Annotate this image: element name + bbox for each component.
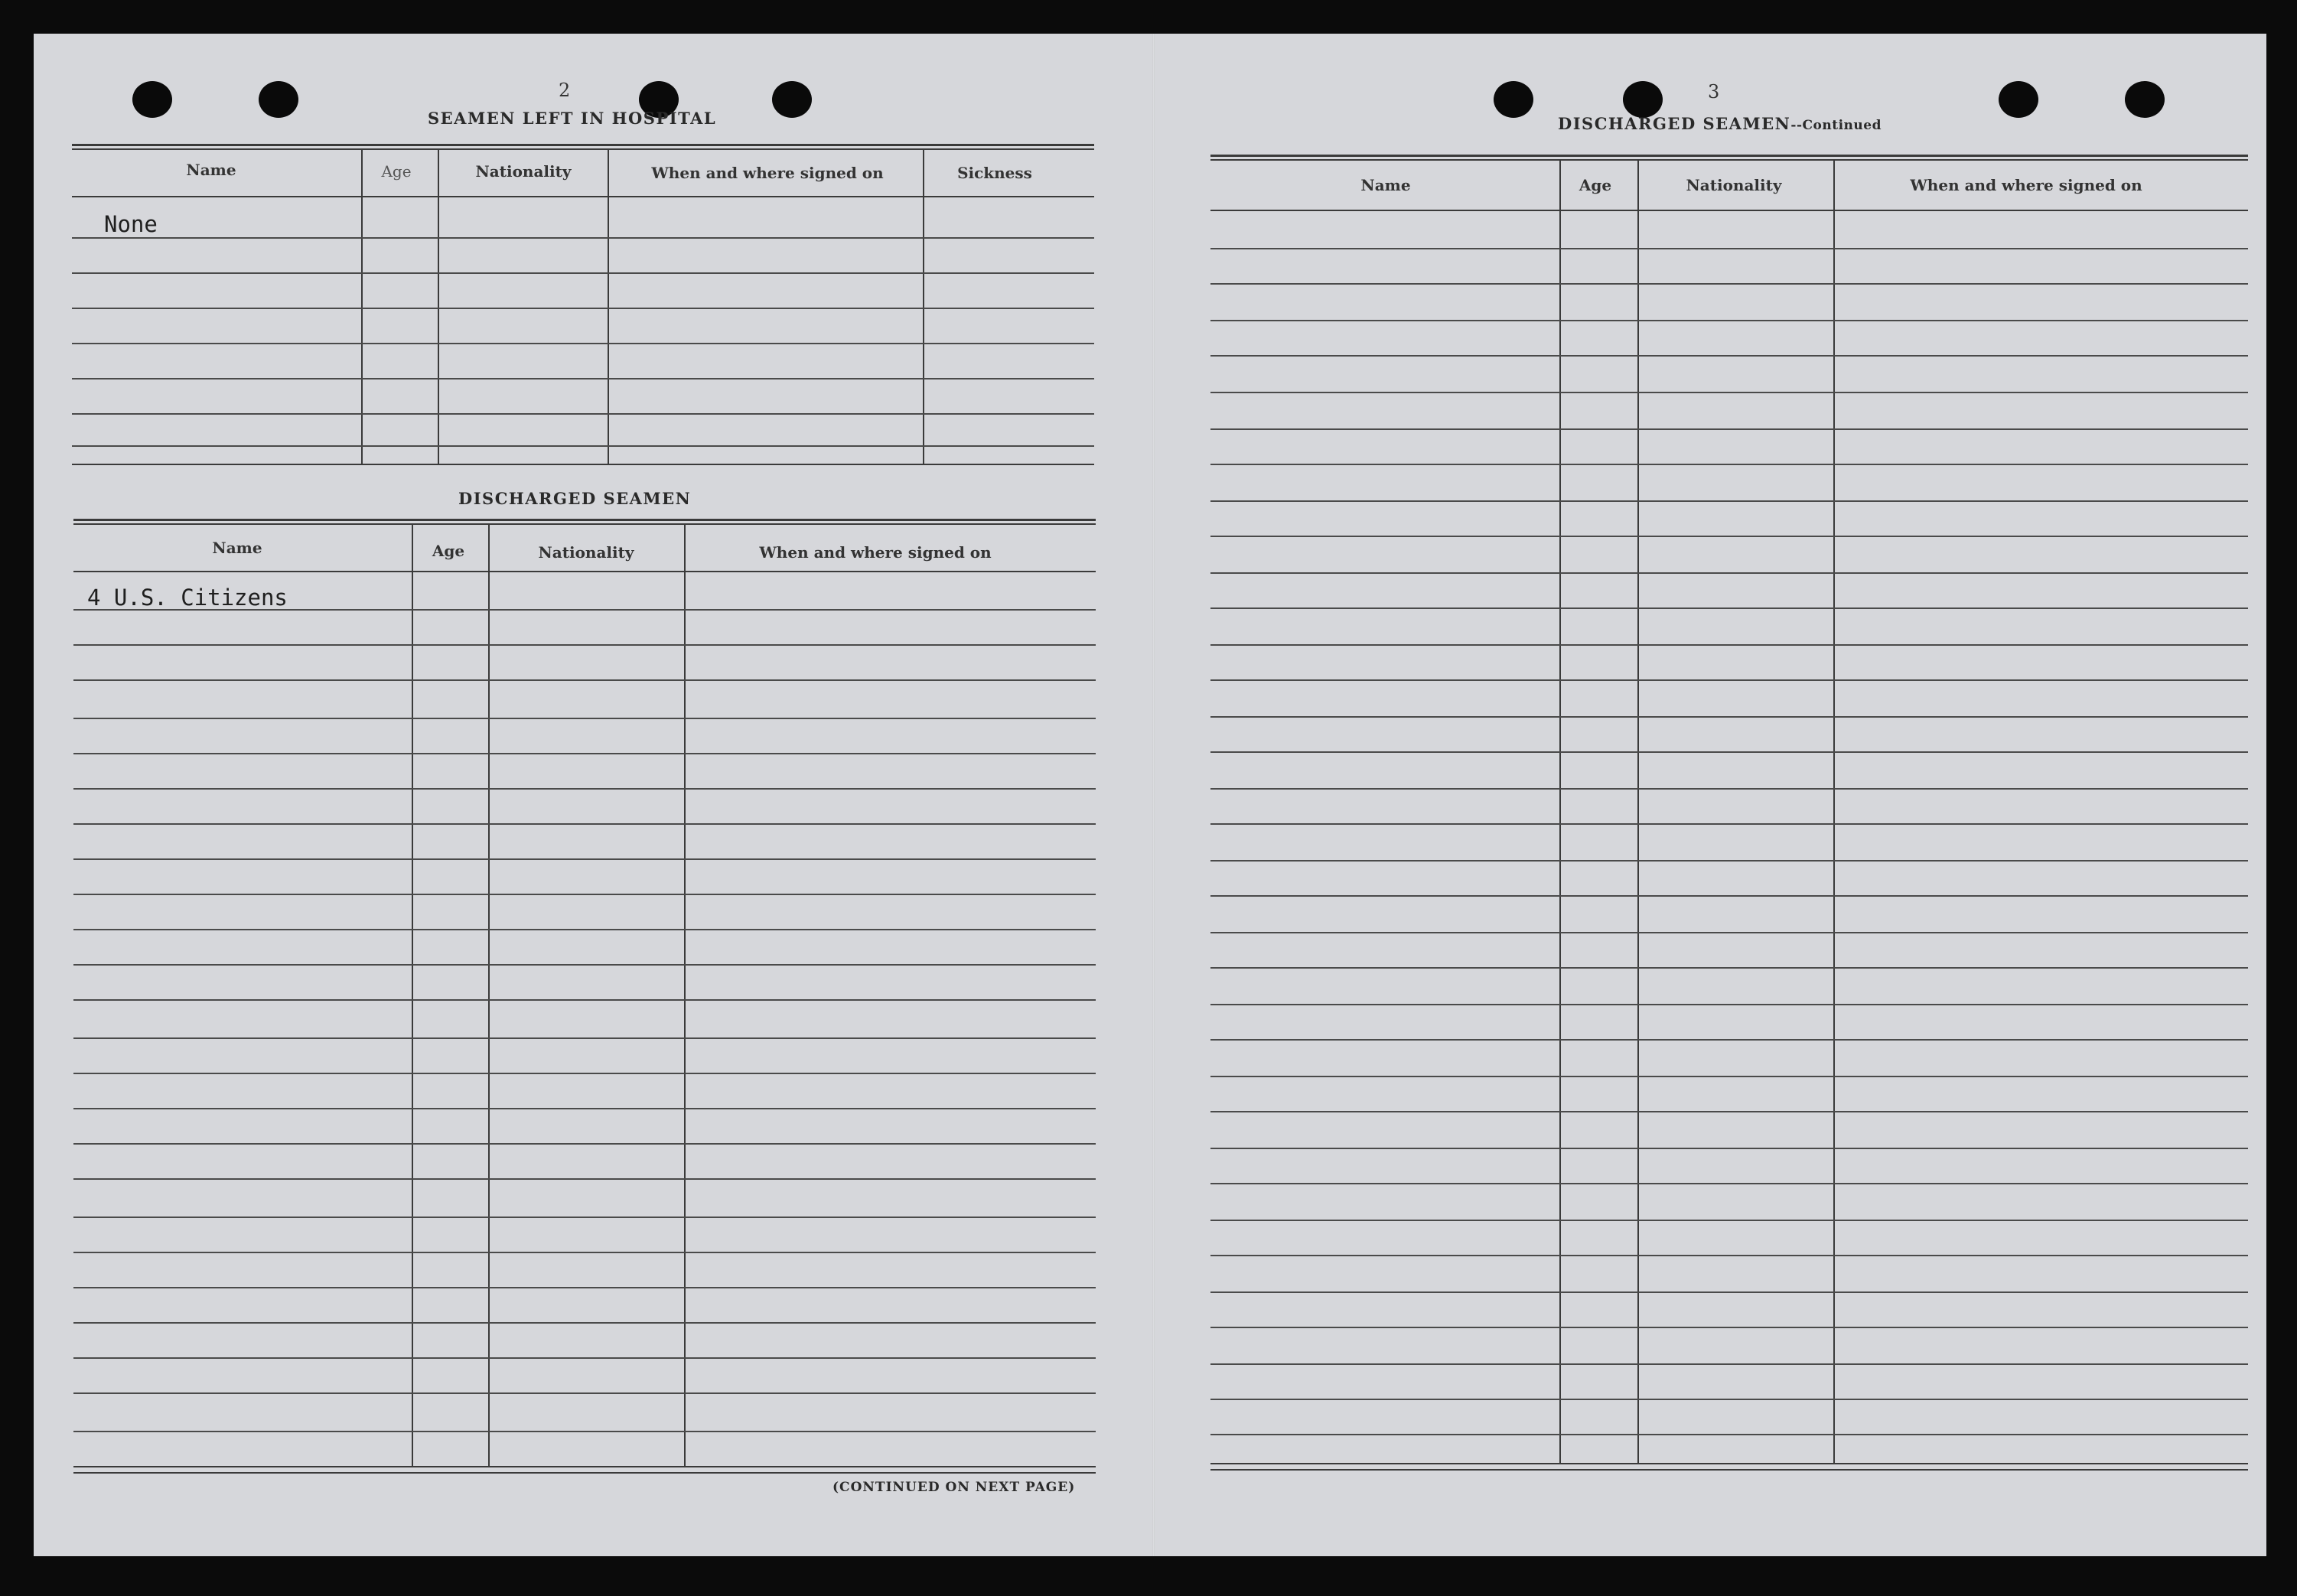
- punch-hole: [772, 81, 812, 118]
- column-header-signed-on: When and where signed on: [1910, 176, 2142, 194]
- punch-hole: [132, 81, 172, 118]
- punch-hole: [259, 81, 298, 118]
- document-sheet: [34, 34, 2266, 1556]
- punch-hole: [1494, 81, 1533, 118]
- title-main: DISCHARGED SEAMEN: [1558, 114, 1791, 133]
- page-number: 3: [1708, 81, 1720, 103]
- column-header-age: Age: [381, 162, 412, 181]
- discharged-section-title: DISCHARGED SEAMEN: [458, 489, 692, 508]
- column-header-name: Name: [186, 161, 236, 179]
- column-header-name: Name: [212, 539, 262, 557]
- column-header-nationality: Nationality: [475, 162, 572, 181]
- page-number: 2: [559, 80, 571, 101]
- punch-hole: [1999, 81, 2038, 118]
- column-header-signed-on: When and where signed on: [651, 164, 884, 182]
- punch-hole: [2125, 81, 2165, 118]
- title-suffix: --Continued: [1790, 118, 1882, 133]
- column-header-sickness: Sickness: [957, 164, 1032, 182]
- continued-footer: (CONTINUED ON NEXT PAGE): [832, 1480, 1076, 1495]
- page-fold: [1152, 34, 1155, 1556]
- hospital-section-title: SEAMEN LEFT IN HOSPITAL: [428, 109, 717, 128]
- column-header-signed-on: When and where signed on: [759, 543, 992, 562]
- discharged-entry-name: 4 U.S. Citizens: [87, 585, 288, 611]
- hospital-entry-name: None: [104, 211, 158, 237]
- right-page-title: [1558, 114, 1882, 133]
- punch-hole: [1623, 81, 1663, 118]
- column-header-age: Age: [1579, 176, 1612, 194]
- column-header-age: Age: [432, 542, 465, 560]
- column-header-nationality: Nationality: [538, 543, 634, 562]
- column-header-nationality: Nationality: [1686, 176, 1782, 194]
- column-header-name: Name: [1360, 176, 1411, 194]
